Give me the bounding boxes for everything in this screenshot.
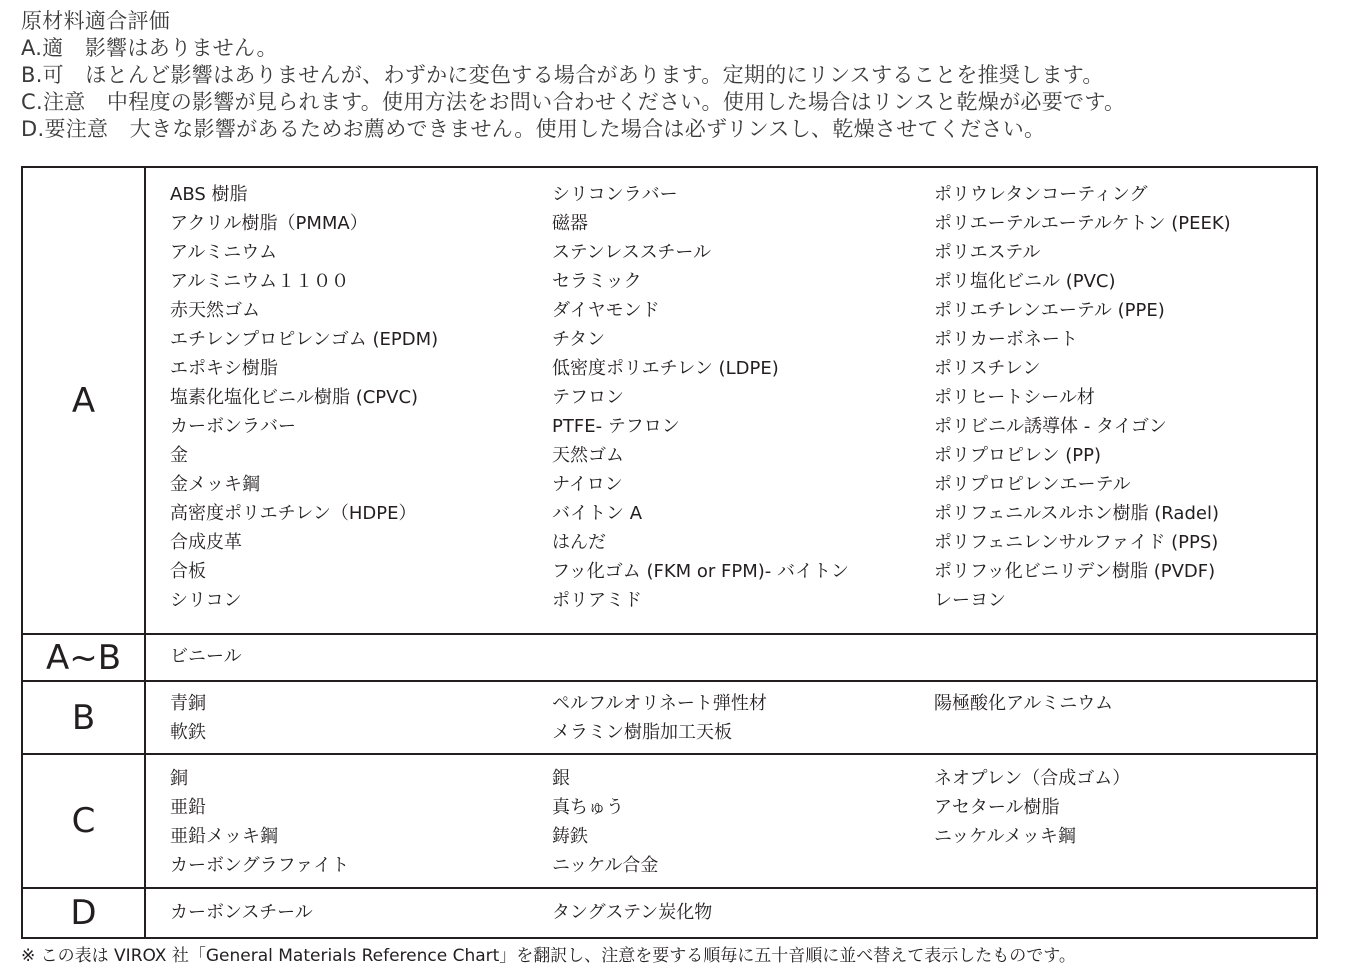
material-item: 銅 [170, 768, 188, 789]
material-item: エポキシ樹脂 [170, 358, 278, 379]
material-item: カーボングラファイト [170, 855, 350, 876]
material-item: ポリスチレン [934, 358, 1041, 379]
materials-table [21, 166, 1318, 939]
material-item: 銀 [552, 768, 570, 789]
materials-cell [145, 888, 1317, 938]
material-item: アルミニウム１１００ [170, 271, 350, 292]
materials-column [934, 689, 1316, 747]
legend-line-d: D.要注意 大きな影響があるためお薦めできません。使用した場合は必ずリンスし、乾燥させてください。 [21, 117, 1046, 141]
materials-columns [170, 642, 1316, 671]
material-item: ポリエステル [934, 242, 1041, 263]
materials-column [934, 764, 1316, 880]
material-item: 亜鉛メッキ鋼 [170, 826, 278, 847]
material-item: 低密度ポリエチレン (LDPE) [552, 358, 779, 379]
material-item: テフロン [552, 387, 624, 408]
table-row [22, 634, 1317, 681]
grade-cell: C [22, 754, 145, 888]
materials-table-body [22, 167, 1317, 938]
material-item: メラミン樹脂加工天板 [552, 722, 732, 743]
materials-column [170, 642, 552, 671]
materials-cell [145, 681, 1317, 754]
material-item: ニッケルメッキ鋼 [934, 826, 1076, 847]
material-item: 亜鉛 [170, 797, 206, 818]
material-item: ペルフルオリネート弾性材 [552, 693, 767, 714]
material-item: チタン [552, 329, 606, 350]
material-item: セラミック [552, 271, 642, 292]
material-item: ポリエーテルエーテルケトン (PEEK) [934, 213, 1231, 234]
material-item: ABS 樹脂 [170, 184, 248, 205]
materials-cell [145, 754, 1317, 888]
material-item: ポリビニル誘導体 - タイゴン [934, 416, 1167, 437]
material-item: 天然ゴム [552, 445, 624, 466]
material-item: アセタール樹脂 [934, 797, 1060, 818]
legend-line-b: B.可 ほとんど影響はありませんが、わずかに変色する場合があります。定期的にリンスすることを推奨します。 [21, 63, 1104, 87]
material-item: シリコン [170, 590, 242, 611]
materials-column [552, 898, 934, 927]
material-item: ポリプロピレン (PP) [934, 445, 1102, 466]
material-item: ネオプレン（合成ゴム） [934, 768, 1131, 789]
material-item: ナイロン [552, 474, 623, 495]
materials-column [934, 642, 1316, 671]
material-item: タングステン炭化物 [552, 902, 713, 923]
materials-columns [170, 764, 1316, 880]
table-row [22, 167, 1317, 634]
material-item: 合成皮革 [170, 532, 242, 553]
material-item: ニッケル合金 [552, 855, 659, 876]
grade-cell: D [22, 888, 145, 938]
material-item: フッ化ゴム (FKM or FPM)- バイトン [552, 561, 850, 582]
header [21, 8, 1341, 143]
materials-columns [170, 689, 1316, 747]
material-item: ポリ塩化ビニル (PVC) [934, 271, 1116, 292]
grade-cell: B [22, 681, 145, 754]
material-item: ビニール [170, 646, 242, 667]
material-item: 鋳鉄 [552, 826, 588, 847]
material-item: 青銅 [170, 693, 206, 714]
material-item: ポリフッ化ビニリデン樹脂 (PVDF) [934, 561, 1216, 582]
material-item: ポリプロピレンエーテル [934, 474, 1131, 495]
material-item: エチレンプロピレンゴム (EPDM) [170, 329, 439, 350]
material-item: ポリカーボネート [934, 329, 1078, 350]
footnote: ※ この表は VIROX 社「General Materials Reference Chart」を翻訳し、注意を要する順毎に五十音順に並べ替えて表示したものです。 [21, 946, 1076, 966]
material-item: カーボンラバー [170, 416, 296, 437]
material-item: ダイヤモンド [552, 300, 660, 321]
material-item: 金メッキ鋼 [170, 474, 260, 495]
material-item: 真ちゅう [552, 797, 624, 818]
materials-column [934, 180, 1316, 615]
material-item: ポリエチレンエーテル (PPE) [934, 300, 1165, 321]
materials-column [552, 764, 934, 880]
material-item: ポリウレタンコーティング [934, 184, 1148, 205]
materials-column [552, 689, 934, 747]
material-item: ステンレススチール [552, 242, 712, 263]
material-item: バイトン A [552, 503, 643, 524]
material-item: ポリフェニレンサルファイド (PPS) [934, 532, 1219, 553]
material-item: 磁器 [552, 213, 588, 234]
materials-column [170, 898, 552, 927]
materials-columns [170, 180, 1316, 615]
material-item: 金 [170, 445, 188, 466]
table-row [22, 888, 1317, 938]
materials-column [170, 689, 552, 747]
material-item: アルミニウム [170, 242, 278, 263]
materials-columns [170, 898, 1316, 927]
material-item: ポリフェニルスルホン樹脂 (Radel) [934, 503, 1219, 524]
grade-cell: A~B [22, 634, 145, 681]
material-item: PTFE- テフロン [552, 416, 680, 437]
table-row [22, 754, 1317, 888]
materials-cell [145, 167, 1317, 634]
materials-column [170, 764, 552, 880]
page-title: 原材料適合評価 [21, 9, 171, 33]
legend-line-a: A.適 影響はありません。 [21, 36, 278, 60]
material-item: ポリアミド [552, 590, 642, 611]
material-item: アクリル樹脂（PMMA） [170, 213, 368, 234]
material-item: はんだ [552, 532, 606, 553]
material-item: シリコンラバー [552, 184, 678, 205]
material-item: レーヨン [934, 590, 1006, 611]
materials-column [552, 180, 934, 615]
materials-column [934, 898, 1316, 927]
materials-column [170, 180, 552, 615]
table-row [22, 681, 1317, 754]
material-item: 塩素化塩化ビニル樹脂 (CPVC) [170, 387, 419, 408]
material-item: 陽極酸化アルミニウム [934, 693, 1114, 714]
material-item: 赤天然ゴム [170, 300, 260, 321]
material-item: 高密度ポリエチレン（HDPE） [170, 503, 417, 524]
material-item: 合板 [170, 561, 206, 582]
material-item: カーボンスチール [170, 902, 313, 923]
materials-cell [145, 634, 1317, 681]
grade-cell: A [22, 167, 145, 634]
material-item: ポリヒートシール材 [934, 387, 1095, 408]
legend-line-c: C.注意 中程度の影響が見られます。使用方法をお問い合わせください。使用した場合はリンスと乾燥が必要です。 [21, 90, 1126, 114]
material-item: 軟鉄 [170, 722, 206, 743]
materials-column [552, 642, 934, 671]
